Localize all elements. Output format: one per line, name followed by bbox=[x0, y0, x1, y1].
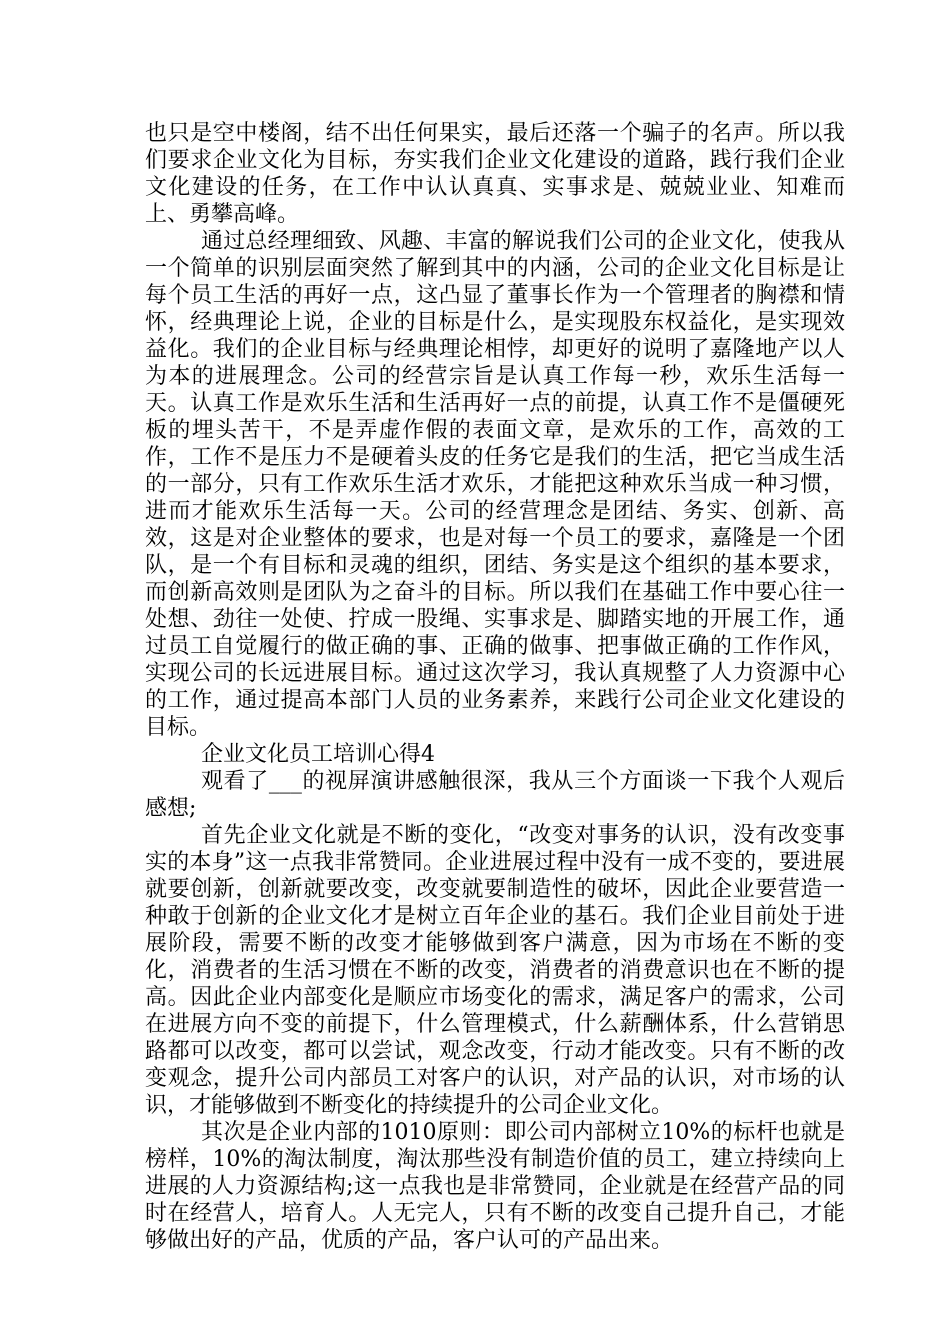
paragraph-2: 通过总经理细致、风趣、丰富的解说我们公司的企业文化，使我从一个简单的识别层面突然了解到其中的内涵，公司的企业文化目标是让每个员工生活的再好一点，这凸显了董事长作为一个管理者的胸襟和情怀，经典理论上说，企业的目标是什么，是实现股东权益化，是实现效益化。我们的企业目标与经典理论相悖，却更好的说明了嘉隆地产以人为本的进展理念。公司的经营宗旨是认真工作每一秒，欢乐生活每一天。认真工作是欢乐生活和生活再好一点的前提，认真工作不是僵硬死板的埋头苦干，不是弄虚作假的表面文章，是欢乐的工作，高效的工作，工作不是压力不是硬着头皮的任务它是我们的生活，把它当成生活的一部分，只有工作欢乐生活才欢乐，才能把这种欢乐当成一种习惯，进而才能欢乐生活每一天。公司的经营理念是团结、务实、创新、高效，这是对企业整体的要求，也是对每一个员工的要求，嘉隆是一个团队，是一个有目标和灵魂的组织，团结、务实是这个组织的基本要求，而创新高效则是团队为之奋斗的目标。所以我们在基础工作中要心往一处想、劲往一处使、拧成一股绳、实事求是、脚踏实地的开展工作，通过员工自觉履行的做正确的事、正确的做事、把事做正确的工作作风，实现公司的长远进展目标。通过这次学习，我认真规整了人力资源中心的工作，通过提高本部门人员的业务素养，来践行公司企业文化建设的目标。 bbox=[145, 229, 845, 740]
paragraph-5: 首先企业文化就是不断的变化，“改变对事务的认识，没有改变事实的本身”这一点我非常赞同。企业进展过程中没有一成不变的，要进展就要创新，创新就要改变，改变就要制造性的破坏，因此企业要营造一种敢于创新的企业文化才是树立百年企业的基石。我们企业目前处于进展阶段，需要不断的改变才能够做到客户满意，因为市场在不断的变化，消费者的生活习惯在不断的改变，消费者的消费意识也在不断的提高。因此企业内部变化是顺应市场变化的需求，满足客户的需求，公司在进展方向不变的前提下，什么管理模式，什么薪酬体系，什么营销思路都可以改变，都可以尝试，观念改变，行动才能改变。只有不断的改变观念，提升公司内部员工对客户的认识，对产品的认识，对市场的认识，才能够做到不断变化的持续提升的公司企业文化。 bbox=[145, 823, 845, 1118]
paragraph-4: 观看了___的视屏演讲感触很深，我从三个方面谈一下我个人观后感想; bbox=[145, 769, 845, 821]
document-body bbox=[145, 120, 845, 1254]
section-heading: 企业文化员工培训心得4 bbox=[201, 742, 435, 767]
paragraph-6: 其次是企业内部的1010原则：即公司内部树立10%的标杆也就是榜样，10%的淘汰制度，淘汰那些没有制造价值的员工，建立持续向上进展的人力资源结构;这一点我也是非常赞同，企业就是在经营产品的同时在经营人，培育人。人无完人，只有不断的改变自己提升自己，才能够做出好的产品，优质的产品，客户认可的产品出来。 bbox=[145, 1120, 845, 1253]
paragraph-1: 也只是空中楼阁，结不出任何果实，最后还落一个骗子的名声。所以我们要求企业文化为目标，夯实我们企业文化建设的道路，践行我们企业文化建设的任务，在工作中认认真真、实事求是、兢兢业业、知难而上、勇攀高峰。 bbox=[145, 121, 845, 227]
